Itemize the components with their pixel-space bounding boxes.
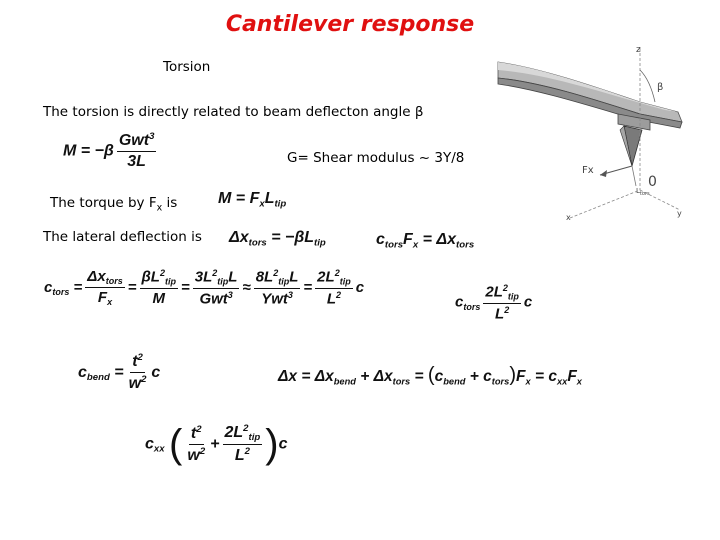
ltors-sub: tors [639,191,650,197]
beta-label: β [657,82,664,93]
equation-lateral-deflection: $\Delta x_{tors} = -\beta L_{tip}$ [229,229,326,249]
equation-cbend: $c_{bend}$ = $\frac{t^2}{w^2}$ c [78,352,161,392]
ltors-line [632,166,636,186]
y-axis-label: y [677,209,682,218]
fx-label: Fx [582,165,594,176]
slide-title: Cantilever response [225,12,475,37]
torque-text [50,195,177,214]
torsion-intro-text: The torsion is directly related to beam deflecton angle β [43,104,424,120]
origin-label: 0 [648,174,657,190]
shear-modulus-note: G= Shear modulus ~ 3Y/8 [287,150,465,166]
torque-text-sub: x [156,202,163,214]
beta-arc [640,70,655,102]
equation-ctors-result: $c_{tors}$ $\frac{2L^2_{tip}}{L^2}$ c [455,283,533,323]
ltors-main: L [636,187,640,195]
fx-arrow-head [600,170,607,177]
torque-text-prefix: The torque by F [50,195,157,211]
equation-ctors-derivation: $c_{tors}$ = $\frac{\Delta x_{tors}}{F_x}$ = $\frac{\beta L^2_{tip}}{M}$ = $\frac{3L^2_{tip}L}{Gwt^3}$ ≈ $\frac{8L^2_{tip}L}{Ywt^3}$ = $\frac{2L^2_{tip}}{L^2}$ c [44,268,365,308]
torque-text-suffix: is [162,195,178,211]
y-axis-line [640,190,680,210]
equation-torque-beta: M = −β $\frac{Gwt^3}{3L}$ [63,131,155,171]
cantilever-diagram [490,40,715,230]
x-axis-line [570,190,640,218]
z-axis-label: z [636,45,641,55]
equation-torque-force: $M = F_xL_{tip}$ [218,190,287,210]
torsion-heading: Torsion [163,59,211,75]
lateral-deflection-text: The lateral deflection is [43,229,202,245]
equation-total-deflection: $\Delta x = \Delta x_{bend} + \Delta x_{tors} = (c_{bend} + c_{tors})F_x = c_{xx}F_x$ [278,364,582,387]
equation-ctors-definition: $c_{tors}F_x = \Delta x_{tors}$ [376,231,475,251]
x-axis-label: x [566,213,571,222]
equation-cxx: $c_{xx}$ ( $\frac{t^2}{w^2}$ + $\frac{2L^2_{tip}}{L^2}$ )c [145,422,288,467]
